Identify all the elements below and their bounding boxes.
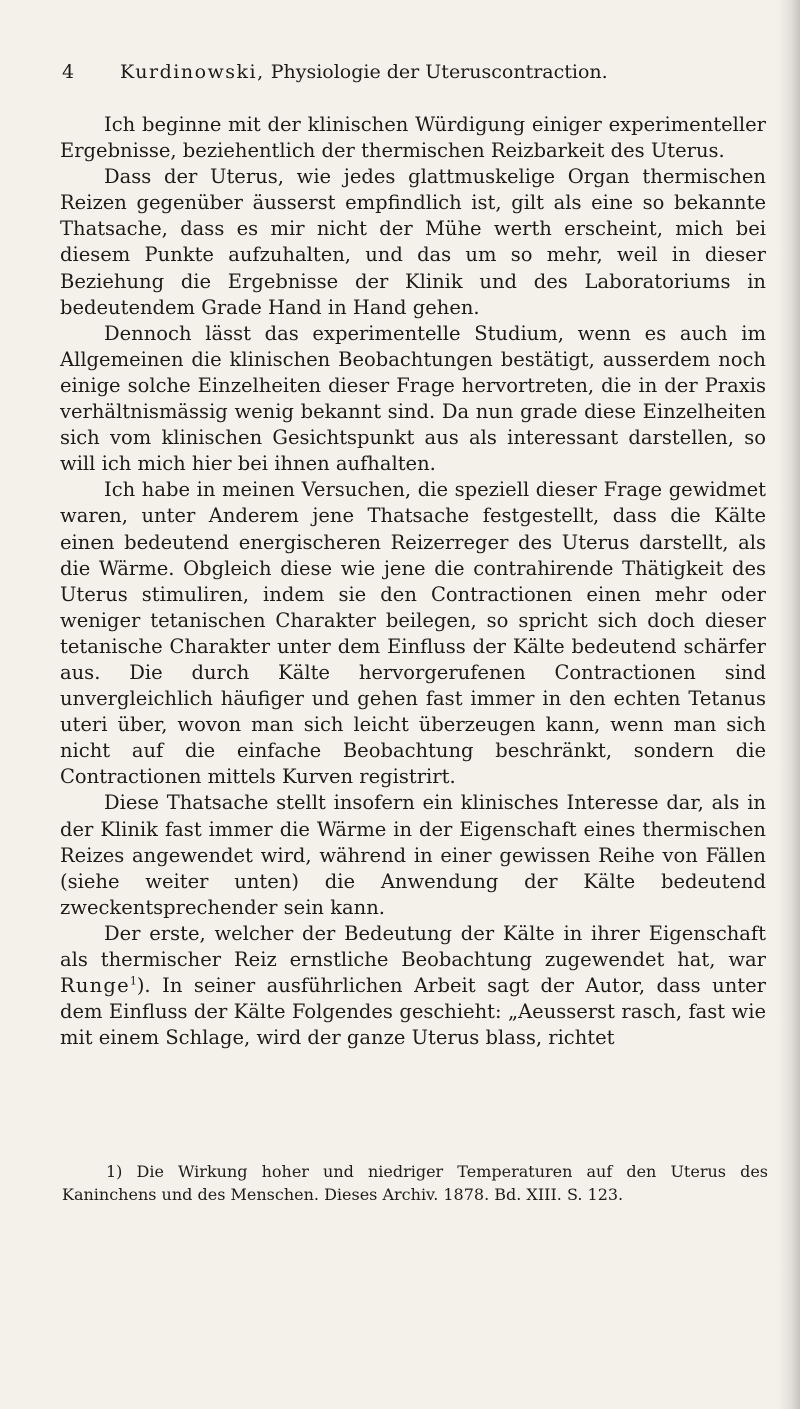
header-title: Physiologie der Uteruscontraction. bbox=[270, 61, 608, 83]
footnote-entry bbox=[62, 1160, 768, 1206]
page-edge-shadow bbox=[778, 0, 800, 1409]
paragraph-5: Diese Thatsache stellt insofern ein klinisches Interesse dar, als in der Klinik fast immer die Wärme in der Eigenschaft eines thermischen Reizes angewendet wird, während in einer gewissen Reihe von Fällen (siehe weiter unten) die Anwendung der Kälte bedeutend zweckentsprechender sein kann. bbox=[60, 791, 766, 919]
footnote-text: Die Wirkung hoher und niedriger Temperaturen auf den Uterus des Kaninchens und des Menschen. Dieses Archiv. 1878. Bd. XIII. S. 123. bbox=[62, 1162, 768, 1204]
paragraph-4: Ich habe in meinen Versuchen, die speziell dieser Frage gewidmet waren, unter Anderem jene Thatsache festgestellt, dass die Kälte einen bedeutend energischeren Reizerreger des Uterus darstellt, als die Wärme. Obgleich diese wie jene die contrahirende Thätigkeit des Uterus stimuliren, indem sie den Contractionen einen mehr oder weniger tetanischen Charakter beilegen, so spricht sich doch dieser tetanische Charakter unter dem Einfluss der Kälte bedeutend schärfer aus. Die durch Kälte hervorgerufenen Contractionen sind unvergleichlich häufiger und gehen fast immer in den echten Tetanus uteri über, wovon man sich leicht überzeugen kann, wenn man sich nicht auf die einfache Beobachtung beschränkt, sondern die Contractionen mittels Kurven registrirt. bbox=[60, 478, 766, 789]
footnote-marker: 1) bbox=[106, 1162, 123, 1181]
main-text bbox=[60, 112, 766, 1051]
paragraph-6-end: ). In seiner ausführlichen Arbeit sagt der Autor, dass unter dem Einfluss der Kälte Folgendes geschieht: „Aeusserst rasch, fast wie mit einem Schlage, wird der ganze Uterus blass, richtet bbox=[60, 974, 766, 1050]
paragraph-2: Dass der Uterus, wie jedes glattmuskelige Organ thermischen Reizen gegenüber äusserst empfindlich ist, gilt als eine so bekannte Thatsache, dass es mir nicht der Mühe werth erscheint, mich bei diesem Punkte aufzuhalten, und das um so mehr, weil in dieser Beziehung die Ergebnisse der Klinik und des Laboratoriums in bedeutendem Grade Hand in Hand gehen. bbox=[60, 165, 766, 319]
header-author: Kurdinowski, bbox=[120, 61, 265, 83]
cited-author-runge: Runge bbox=[60, 974, 130, 998]
paragraph-3: Dennoch lässt das experimentelle Studium, wenn es auch im Allgemeinen die klinischen Beobachtungen bestätigt, ausserdem noch einige solche Einzelheiten dieser Frage hervortreten, die in der Praxis verhältnismässig wenig bekannt sind. Da nun grade diese Einzelheiten sich vom klinischen Gesichtspunkt aus als interessant darstellen, so will ich mich hier bei ihnen aufhalten. bbox=[60, 321, 766, 476]
paragraph-6-start: Der erste, welcher der Bedeutung der Kälte in ihrer Eigenschaft als thermischer Reiz ernstliche Beobachtung zugewendet hat, war bbox=[60, 921, 766, 971]
paragraph-6 bbox=[60, 921, 766, 1051]
paragraph-1: Ich beginne mit der klinischen Würdigung einiger experimenteller Ergebnisse, beziehentlich der thermischen Reizbarkeit des Uterus. bbox=[60, 113, 766, 163]
footnote-reference[interactable]: 1 bbox=[129, 974, 137, 988]
running-header bbox=[62, 60, 682, 84]
page-number: 4 bbox=[62, 61, 75, 83]
footnote bbox=[62, 1160, 768, 1206]
